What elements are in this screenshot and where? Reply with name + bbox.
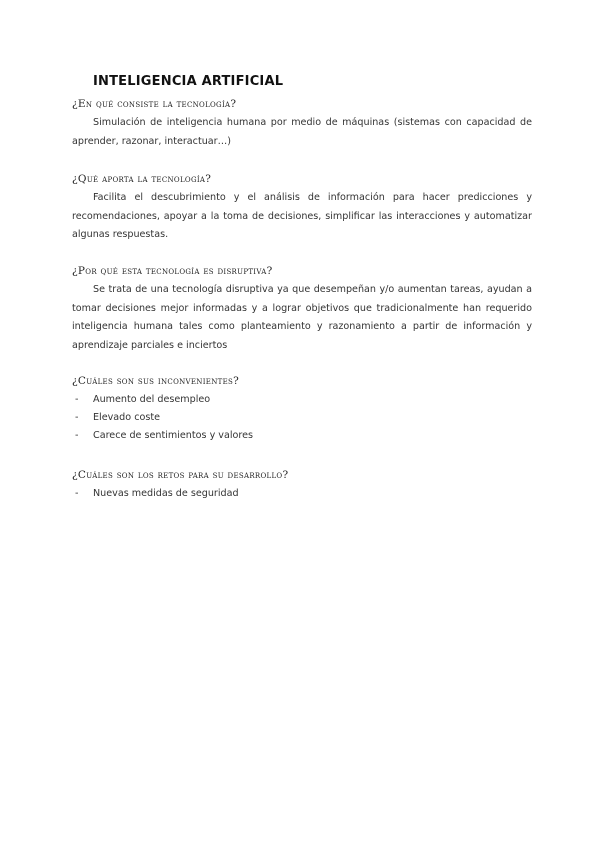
inconvenientes-list — [72, 391, 532, 445]
section-question: ¿Qué aporta la tecnología? — [72, 173, 212, 185]
section-question: ¿Cuáles son sus inconvenientes? — [72, 375, 240, 387]
section-disruptiva — [72, 265, 532, 355]
list-item — [72, 409, 532, 427]
section-question: ¿Cuáles son los retos para su desarrollo? — [72, 469, 289, 481]
section-retos — [72, 469, 532, 503]
retos-list — [72, 485, 532, 503]
document-title: INTELIGENCIA ARTIFICIAL — [93, 74, 284, 89]
dash-bullet: - — [75, 412, 79, 423]
section-consiste — [72, 98, 532, 151]
section-paragraph: Simulación de inteligencia humana por medio de máquinas (sistemas con capacidad de aprender, razonar, interactuar…) — [72, 117, 532, 147]
list-item-text: Aumento del desempleo — [93, 394, 211, 405]
list-item-text: Elevado coste — [93, 412, 161, 423]
list-item-text: Nuevas medidas de seguridad — [93, 488, 239, 499]
list-item — [72, 427, 532, 445]
dash-bullet: - — [75, 430, 79, 441]
section-paragraph: Se trata de una tecnología disruptiva ya que desempeñan y/o aumentan tareas, ayudan a tomar decisiones mejor informadas y a lograr objetivos que tradicionalmente han requerido inteligencia humana tales como planteamiento y razonamiento a partir de información y aprendizaje parciales e inciertos — [72, 284, 532, 351]
dash-bullet: - — [75, 488, 79, 499]
section-aporta — [72, 173, 532, 245]
section-inconvenientes — [72, 375, 532, 445]
section-paragraph: Facilita el descubrimiento y el análisis de información para hacer predicciones y recomendaciones, apoyar a la toma de decisiones, simplificar las interacciones y automatizar algunas respuestas. — [72, 192, 532, 240]
section-question: ¿En qué consiste la tecnología? — [72, 98, 237, 110]
dash-bullet: - — [75, 394, 79, 405]
list-item — [72, 391, 532, 409]
list-item-text: Carece de sentimientos y valores — [93, 430, 254, 441]
list-item — [72, 485, 532, 503]
section-question: ¿Por qué esta tecnología es disruptiva? — [72, 265, 273, 277]
